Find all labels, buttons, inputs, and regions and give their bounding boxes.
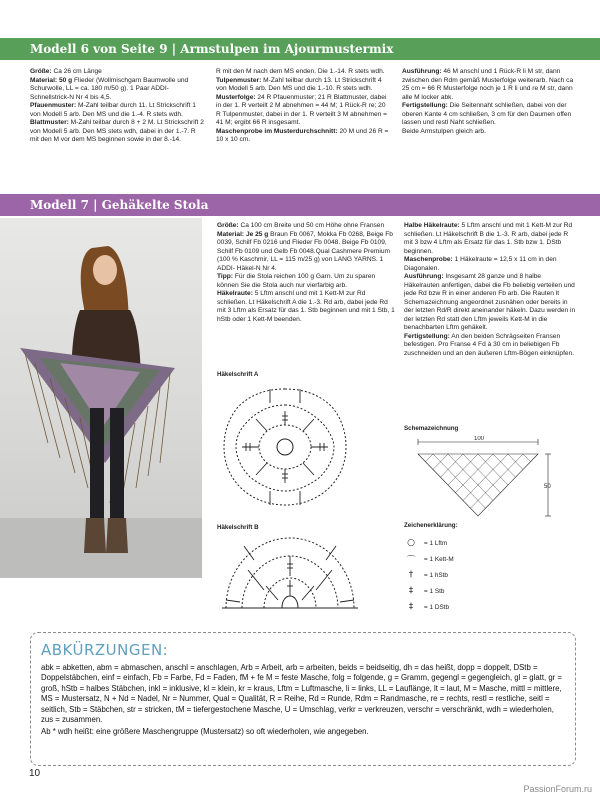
paragraph-text: M-Zahl teilbar durch 11. Lt Strickschrift 1 von Modell 5 arb. Den MS und die 1.-4. R stets wdh. xyxy=(30,102,196,118)
paragraph-label: Blattmuster: xyxy=(30,119,69,126)
paragraph-label: Größe: xyxy=(217,222,239,229)
paragraph-label: Pfauenmuster: xyxy=(30,102,77,109)
paragraph-label: Maschenprobe: xyxy=(404,256,453,263)
paragraph xyxy=(30,68,206,77)
paragraph xyxy=(216,128,392,145)
model-photo-illustration xyxy=(0,218,202,578)
schema-title: Schemazeichnung xyxy=(404,425,459,432)
paragraph-label: Tulpenmuster: xyxy=(216,76,262,84)
legend-symbol: ‡ xyxy=(408,586,414,596)
legend-title: Zeichenerklärung: xyxy=(404,522,458,529)
paragraph-label: Maschenprobe im Musterdurchschnitt: xyxy=(216,127,338,135)
paragraph-text: 5 Lftm anschl und mit 1 Kett-M zur Rd schließen. Lt Häkelschrift B die 1.-3. R arb, dabei jede R mit 3 bzw 4 Lftm als Ersatz für das 1. Stb bzw 1. DStb beginnen. xyxy=(404,222,573,255)
section-banner-modell-6: Modell 6 von Seite 9 | Armstulpen im Ajourmustermix xyxy=(0,38,600,60)
paragraph xyxy=(402,128,578,137)
paragraph-text: 1 Häkelraute = 12,5 x 11 cm in den Diagonalen. xyxy=(404,256,557,272)
chart-a-title: Häkelschrift A xyxy=(217,371,259,378)
paragraph xyxy=(216,77,392,94)
modell6-column-3 xyxy=(402,68,578,136)
modell6-column-2 xyxy=(216,68,392,145)
paragraph-label: Ausführung: xyxy=(402,68,442,75)
modell6-column-1 xyxy=(30,68,206,145)
legend-symbol: † xyxy=(408,570,414,580)
paragraph-label: Größe: xyxy=(30,68,52,75)
paragraph xyxy=(404,256,578,273)
paragraph xyxy=(404,273,578,333)
paragraph-text: 24 R Pfauenmuster; 21 R Blattmuster, dabei in der 1. R verteilt 2 M abnehmen = 44 M; 1 Rück-R re; 20 R Tulpenmuster, dabei in der 1. R verteilt 3 M abnehmen = 41 M; ergibt 66 R insgesamt. xyxy=(216,93,387,126)
schema-height-label: 50 xyxy=(544,484,551,490)
watermark: PassionForum.ru xyxy=(523,784,592,794)
legend-label: = 1 hStb xyxy=(424,571,448,579)
paragraph xyxy=(216,94,392,128)
paragraph-label: Musterfolge: xyxy=(216,93,256,101)
schema-width-label: 100 xyxy=(474,436,485,442)
abbreviations-title: ABKÜRZUNGEN: xyxy=(41,641,169,659)
paragraph-label: Ausführung: xyxy=(404,273,444,280)
paragraph xyxy=(217,273,395,290)
schema-drawing xyxy=(410,436,560,520)
legend-symbol: ⌒ xyxy=(406,555,416,566)
chart-b-title: Häkelschrift B xyxy=(217,524,259,531)
paragraph-text: Flieder (Wollmischgarn Baumwolle und Schurwolle, LL = ca. 180 m/50 g). 1 Paar ADDI-Schnellstrick-N Nr 4 bis 4,5. xyxy=(30,76,189,101)
paragraph xyxy=(402,68,578,102)
paragraph-text: R mit den M nach dem MS enden. Die 1.-14. R stets wdh. xyxy=(216,68,385,75)
paragraph xyxy=(30,119,206,145)
legend-label: = 1 Kett-M xyxy=(424,555,454,563)
paragraph xyxy=(30,77,206,103)
paragraph-text: Ca 26 cm Länge xyxy=(51,68,102,75)
abbreviations-footnote: Ab * wdh heißt: eine größere Maschengruppe (Mustersatz) so oft wiederholen, wie angegeben. xyxy=(41,727,369,737)
paragraph-text: Insgesamt 28 ganze und 8 halbe Häkelrauten anfertigen, dabei die Fb beliebig verteilen und jede Rd bzw R in einer anderen Fb arb. Die Rauten lt Schemazeichnung angeordnet zusnähen oder bereits in der letzten Rd/R direkt aneinander häkeln. Dazu werden in der letzten Rd statt den Lftm jeweils Kett-M in die benachbarten Lftm gehäkelt. xyxy=(404,273,576,331)
abbreviations-box xyxy=(30,632,576,766)
haekelschrift-a-chart xyxy=(220,385,350,510)
legend-row xyxy=(404,551,554,567)
paragraph-text: Die Seitennaht schließen, dabei von der oberen Kante 4 cm schließen, 3 cm für den Daumen offen lassen und restl Naht schließen. xyxy=(402,102,572,126)
paragraph-text: 20 M und 26 R = 10 x 10 cm. xyxy=(216,127,389,143)
paragraph-label: Material: 50 g xyxy=(30,76,73,84)
symbol-legend xyxy=(404,535,554,615)
paragraph-text: M-Zahl teilbar durch 13. Lt Strickschrift 4 von Modell 5 arb. Den MS und die 1.-10. R stets wdh. xyxy=(216,76,382,92)
modell7-column-1 xyxy=(217,222,395,324)
paragraph-text: Beide Armstulpen gleich arb. xyxy=(402,127,486,135)
paragraph-text: Ca 100 cm Breite und 50 cm Höhe ohne Fransen xyxy=(238,222,385,229)
paragraph-label: Fertigstellung: xyxy=(404,332,450,340)
legend-row xyxy=(404,535,554,551)
paragraph-label: Häkelraute: xyxy=(217,290,253,297)
abbreviations-text: abk = abketten, abm = abmaschen, anschl = anschlagen, Arb = Arbeit, arb = arbeiten, beids = beidseitig, dh = das heißt, dopp = doppelt, DStb = Doppelstäbchen, einf = einfach, Fb = Farbe, Fd = Faden, fM + fe M = feste Masche, folg = folgende, g = Gramm, gegengl = gegengleich, gl = glatt, gr = groß, hStb = halbes Stäbchen, inkl = inklusive, kl = klein, kr = kraus, Lftm = Luftmasche, li = links, LL = Lauflänge, lt = laut, M = Masche, mittl = mittlere, MS = Mustersatz, N + Nd = Nadel, Nr = Nummer, Qual = Qualität, R = Reihe, Rd = Runde, Rdm = Randmasche, re = rechts, restl = restliche, seitl = seitlich, Stb = Stäbchen, str = stricken, tM = tiefergestochene Masche, U = Umschlag, verkr = verkreuzen, verschr = verschränkt, wdh = wiederholen, zus = zusammen. xyxy=(41,663,562,725)
paragraph xyxy=(216,68,392,77)
legend-row xyxy=(404,583,554,599)
paragraph-text: Für die Stola reichen 100 g Garn. Um zu sparen können Sie die Stola auch nur vierfarbig arb. xyxy=(217,273,376,289)
paragraph-text: An den beiden Schrägseiten Fransen befestigen. Pro Franse 4 Fd à 30 cm in beliebigen Fb zuschneiden und an den äußeren Lftm-Bögen einknüpfen. xyxy=(404,332,575,357)
paragraph xyxy=(402,102,578,128)
paragraph-text: 46 M anschl und 1 Rück-R li M str, dann zwischen den Rdm gemäß Musterfolge weiterarb. Nach ca 25 cm = 66 R Musterfolge noch je 1 R li und re M str, dann alle M locker abk. xyxy=(402,68,574,101)
paragraph xyxy=(404,222,578,256)
paragraph-text: Braun Fb 0067, Mokka Fb 0268, Beige Fb 0039, Schilf Fb 0216 und Flieder Fb 0048. Beige Fb 0109, Schilf Fb 0109 und Gelb Fb 0048.Qual Cashmere Premium (100 % Kaschmir, LL = 115 m/25 g) von LANG YARNS. 1 ADDI- Häkel-N Nr 4. xyxy=(217,230,393,272)
legend-label: = 1 Stb xyxy=(424,587,445,595)
paragraph-label: Material: Je 25 g xyxy=(217,230,269,238)
paragraph xyxy=(217,290,395,324)
haekelschrift-b-chart xyxy=(220,530,360,612)
paragraph xyxy=(404,333,578,359)
legend-symbol: ‡ xyxy=(408,602,414,612)
paragraph xyxy=(30,102,206,119)
paragraph-text: M-Zahl teilbar durch 8 + 2 M. Lt Strickschrift 2 von Modell 5 arb. Den MS stets wdh, dabei in der 1.-7. R mit den M vor dem MS beginnen sowie in der 8.-14. xyxy=(30,119,204,143)
paragraph-label: Tipp: xyxy=(217,273,233,280)
paragraph-label: Fertigstellung: xyxy=(402,102,448,109)
paragraph xyxy=(217,222,395,231)
legend-label: = 1 DStb xyxy=(424,603,450,611)
page-number: 10 xyxy=(29,768,41,779)
legend-row xyxy=(404,599,554,615)
section-banner-modell-7: Modell 7 | Gehäkelte Stola xyxy=(0,194,600,216)
legend-row xyxy=(404,567,554,583)
modell7-column-2 xyxy=(404,222,578,358)
paragraph xyxy=(217,231,395,274)
paragraph-text: 5 Lftm anschl und mit 1 Kett-M zur Rd schließen. Lt Häkelschrift A die 1.-3. Rd arb, dabei jede Rd mit 3 Lftm als Ersatz für das 1. Stb beginnen und mit 1 Stb, 1 hStb oder 1 Kett-M beenden. xyxy=(217,290,395,323)
paragraph-label: Halbe Häkelraute: xyxy=(404,222,460,229)
legend-symbol: ○ xyxy=(407,538,415,548)
model-photo xyxy=(0,218,202,578)
legend-label: = 1 Lftm xyxy=(424,539,448,547)
